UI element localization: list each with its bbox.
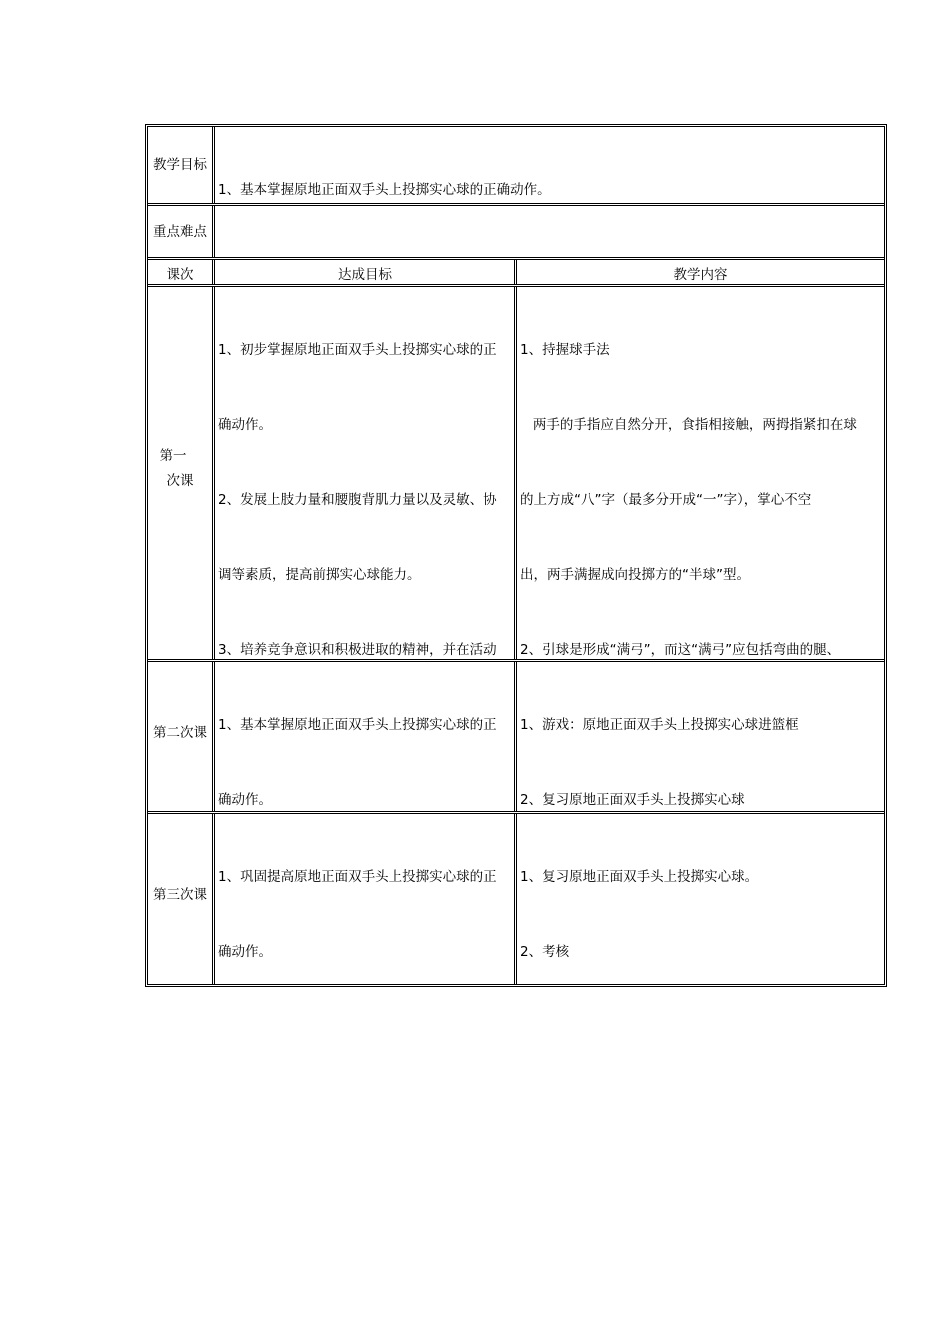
lesson-content-cell <box>514 814 884 984</box>
goal-line: 调等素质，提高前掷实心球能力。 <box>218 567 421 583</box>
lesson-goals-cell <box>212 814 515 984</box>
goal-line: 1、巩固提高原地正面双手头上投掷实心球的正 <box>218 869 497 885</box>
lesson-row <box>148 659 884 812</box>
lesson-label: 第三次课 <box>153 886 207 903</box>
content-line: 的上方成“八”字（最多分开成“一”字），掌心不空 <box>520 492 812 508</box>
objective-item: 1、基本掌握原地正面双手头上投掷实心球的正确动作。 <box>218 182 551 198</box>
lesson-goals-cell <box>212 662 515 812</box>
goal-line: 确动作。 <box>218 417 272 433</box>
lesson-plan-table <box>145 124 887 987</box>
lesson-label-cell <box>148 662 212 812</box>
objectives-label-cell <box>148 127 212 204</box>
header-lesson-cell <box>148 260 212 285</box>
header-goals-cell <box>212 260 515 285</box>
header-content: 教学内容 <box>673 266 728 283</box>
key-points-row <box>148 203 884 258</box>
content-line: 1、复习原地正面双手头上投掷实心球。 <box>520 869 759 885</box>
key-points-label: 重点难点 <box>153 223 207 240</box>
lesson-content-cell <box>514 287 884 660</box>
lesson-label <box>158 444 203 494</box>
header-lesson: 课次 <box>166 266 194 283</box>
key-points-text-cell <box>212 206 884 258</box>
content-line: 1、持握球手法 <box>520 342 610 358</box>
header-goals: 达成目标 <box>338 266 392 283</box>
lesson-label-line: 第一 <box>159 447 187 464</box>
lesson-goals-cell <box>212 287 515 660</box>
objectives-text-cell <box>212 127 884 204</box>
lesson-label-line: 次课 <box>166 472 194 489</box>
goal-line: 1、基本掌握原地正面双手头上投掷实心球的正 <box>218 717 497 733</box>
column-header-row <box>148 257 884 285</box>
goal-line: 确动作。 <box>218 944 272 960</box>
content-line: 两手的手指应自然分开，食指相接触，两拇指紧扣在球 <box>520 417 857 433</box>
content-line: 出，两手满握成向投掷方的“半球”型。 <box>520 567 750 583</box>
header-content-cell <box>514 260 884 285</box>
lesson-label: 第二次课 <box>153 724 207 741</box>
content-line: 1、游戏：原地正面双手头上投掷实心球进篮框 <box>520 717 799 733</box>
goal-line: 确动作。 <box>218 792 272 808</box>
content-line: 2、引球是形成“满弓”，而这“满弓”应包括弯曲的腿、 <box>520 642 841 658</box>
lesson-label-cell <box>148 287 212 660</box>
key-points-label-cell <box>148 206 212 258</box>
lesson-content-cell <box>514 662 884 812</box>
content-line: 2、复习原地正面双手头上投掷实心球 <box>520 792 745 808</box>
lesson-label-cell <box>148 814 212 984</box>
goal-line: 2、发展上肢力量和腰腹背肌力量以及灵敏、协 <box>218 492 497 508</box>
content-line: 2、考核 <box>520 944 570 960</box>
objectives-label: 教学目标 <box>153 157 207 173</box>
objectives-row <box>148 127 884 204</box>
goal-line: 1、初步掌握原地正面双手头上投掷实心球的正 <box>218 342 497 358</box>
lesson-row <box>148 284 884 660</box>
lesson-row <box>148 811 884 984</box>
goal-line: 3、培养竞争意识和积极进取的精神，并在活动 <box>218 642 497 658</box>
